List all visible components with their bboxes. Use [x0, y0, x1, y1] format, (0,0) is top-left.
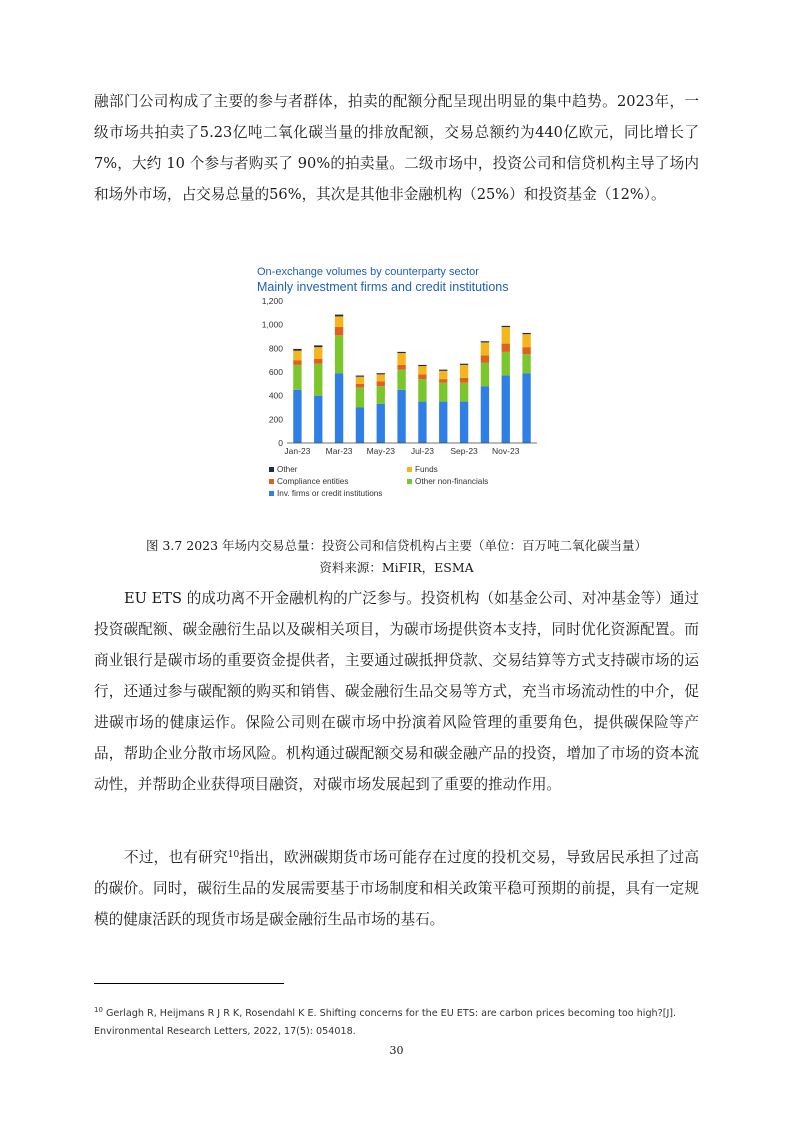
bar-segment-funds — [356, 377, 364, 384]
legend-label-other: Other — [277, 465, 298, 474]
legend-label-compliance: Compliance entities — [277, 477, 349, 486]
bar-segment-inv — [460, 402, 468, 443]
bar-segment-compliance — [397, 365, 405, 370]
legend-swatch-other_nonfin — [407, 479, 412, 484]
x-tick-label: Jul-23 — [410, 446, 434, 456]
paragraph-2: EU ETS 的成功离不开金融机构的广泛参与。投资机构（如基金公司、对冲基金等）通过投资碳配额、碳金融衍生品以及碳相关项目，为碳市场提供资本支持，同时优化资源配置。而商业银行是碳市场的重要资金提供者，主要通过碳抵押贷款、交易结算等方式支持碳市场的运行，还通过参与碳配额的购买和销售、碳金融衍生品交易等方式，充当市场流动性的中介，促进碳市场的健康运作。保险公司则在碳市场中扮演着风险管理的重要角色，提供碳保险等产品，帮助企业分散市场风险。机构通过碳配额交易和碳金融产品的投资，增加了市场的资本流动性，并帮助企业获得项目融资，对碳市场发展起到了重要的推动作用。 — [94, 590, 699, 793]
bar-segment-funds — [377, 374, 385, 381]
legend-swatch-inv — [269, 491, 274, 496]
bar-segment-other — [439, 370, 447, 371]
bar-segment-inv — [314, 396, 322, 443]
footnote-text: Gerlagh R, Heijmans R J R K, Rosendahl K E. Shifting concerns for the EU ETS: are carbon prices becoming too high?[J]. Environmental Research Letters, 2022, 17(5): 054018. — [94, 1008, 677, 1038]
bar-segment-funds — [502, 327, 510, 344]
bar-segment-other — [418, 365, 426, 366]
bar-segment-funds — [397, 353, 405, 365]
legend-label-other_nonfin: Other non-financials — [415, 477, 489, 486]
legend-swatch-compliance — [269, 479, 274, 484]
x-tick-label: Mar-23 — [325, 446, 353, 456]
chart — [253, 262, 543, 512]
figure-caption: 图 3.7 2023 年场内交易总量：投资公司和信贷机构占主要（单位：百万吨二氧化碳当量） — [145, 538, 648, 553]
bar-segment-inv — [356, 408, 364, 444]
bar-segment-compliance — [522, 347, 530, 354]
bar-segment-other — [460, 364, 468, 365]
bar-segment-funds — [314, 347, 322, 359]
chart-svg — [253, 262, 543, 512]
chart-title: On-exchange volumes by counterparty sector — [257, 266, 479, 278]
bar-segment-other — [481, 341, 489, 342]
bar-segment-other_nonfin — [418, 379, 426, 401]
bar-segment-funds — [418, 366, 426, 374]
bar-segment-inv — [397, 390, 405, 443]
bar-segment-other — [522, 333, 530, 334]
bar-segment-other_nonfin — [522, 354, 530, 373]
bar-segment-funds — [481, 342, 489, 355]
bar-segment-inv — [481, 386, 489, 443]
bar-segment-compliance — [502, 344, 510, 352]
y-tick-label: 0 — [278, 438, 283, 448]
bar-segment-other_nonfin — [439, 383, 447, 402]
bar-segment-other_nonfin — [314, 364, 322, 396]
bar-segment-inv — [418, 402, 426, 443]
bar-segment-compliance — [335, 327, 343, 335]
x-tick-label: Sep-23 — [450, 446, 478, 456]
bar-segment-other — [502, 326, 510, 327]
legend-label-funds: Funds — [415, 465, 438, 474]
bar-segment-other_nonfin — [460, 383, 468, 402]
bar-segment-compliance — [460, 378, 468, 383]
legend-swatch-funds — [407, 467, 412, 472]
figure-source: 资料来源：MiFIR，ESMA — [319, 560, 474, 575]
bar-segment-other — [377, 373, 385, 374]
y-tick-label: 600 — [268, 367, 283, 377]
bar-segment-other — [314, 345, 322, 347]
x-tick-label: May-23 — [366, 446, 395, 456]
x-axis — [284, 443, 537, 456]
bar-segment-other_nonfin — [502, 352, 510, 376]
bar-segment-funds — [293, 351, 301, 360]
footnote-number: 10 — [94, 1006, 103, 1014]
bar-segment-inv — [522, 373, 530, 443]
paragraph-1: 融部门公司构成了主要的参与者群体，拍卖的配额分配呈现出明显的集中趋势。2023年，一级市场共拍卖了5.23亿吨二氧化碳当量的排放配额，交易总额约为440亿欧元，同比增长了 7%，大约 10 个参与者购买了 90%的拍卖量。二级市场中，投资公司和信贷机构主导了场内和场外市场，占交易总量的56%，其次是其他非金融机构（25%）和投资基金（12%）。 — [94, 93, 699, 203]
bar-segment-compliance — [293, 360, 301, 365]
bar-segment-compliance — [377, 381, 385, 386]
legend — [269, 465, 488, 498]
footnote-reference[interactable]: 10 — [227, 850, 240, 860]
legend-label-inv: Inv. firms or credit institutions — [277, 489, 383, 498]
y-tick-label: 200 — [268, 414, 283, 425]
bar-segment-inv — [293, 390, 301, 443]
bar-segment-other — [293, 349, 301, 351]
bar-segment-other_nonfin — [377, 386, 385, 404]
bar-segment-compliance — [418, 374, 426, 379]
bar-segment-other — [397, 352, 405, 353]
bar-segment-inv — [439, 402, 447, 443]
y-tick-label: 400 — [268, 390, 283, 401]
chart-subtitle: Mainly investment firms and credit institutions — [257, 280, 509, 294]
x-tick-label: Jan-23 — [284, 446, 311, 456]
bar-segment-compliance — [439, 379, 447, 383]
bar-segment-other_nonfin — [293, 365, 301, 390]
footnote — [94, 1001, 694, 1041]
x-tick-label: Nov-23 — [492, 446, 520, 456]
footnote-divider — [94, 983, 284, 984]
bar-segment-funds — [522, 334, 530, 347]
bar-segment-other — [356, 376, 364, 377]
bar-segment-other_nonfin — [481, 363, 489, 387]
y-tick-label: 800 — [268, 343, 283, 354]
paragraph-3 — [94, 842, 699, 935]
bar-segment-compliance — [314, 359, 322, 364]
y-tick-label: 1,200 — [261, 296, 283, 306]
bar-segment-funds — [335, 316, 343, 327]
bar-segment-other — [335, 315, 343, 317]
paragraph-3-end: 指出，欧洲碳期货市场可能存在过度的投机交易，导致居民承担了过高的碳价。同时，碳衍生品的发展需要基于市场制度和相关政策平稳可预期的前提，具有一定规模的健康活跃的现货市场是碳金融衍生品市场的基石。 — [94, 849, 699, 928]
bar-segment-compliance — [481, 355, 489, 362]
bar-segment-other_nonfin — [335, 335, 343, 373]
paragraph-3-start: 不过，也有研究 — [124, 849, 228, 866]
bar-segment-compliance — [356, 384, 364, 388]
bar-segment-other_nonfin — [356, 387, 364, 407]
bar-segment-funds — [439, 371, 447, 379]
bar-segment-inv — [335, 373, 343, 443]
page-number: 30 — [389, 1044, 404, 1057]
bar-segment-inv — [377, 404, 385, 443]
y-axis — [262, 296, 284, 448]
bar-segment-funds — [460, 365, 468, 378]
y-tick-label: 1,000 — [261, 319, 283, 330]
legend-swatch-other — [269, 467, 274, 472]
bars — [293, 315, 531, 443]
bar-segment-inv — [502, 376, 510, 443]
bar-segment-other_nonfin — [397, 370, 405, 390]
